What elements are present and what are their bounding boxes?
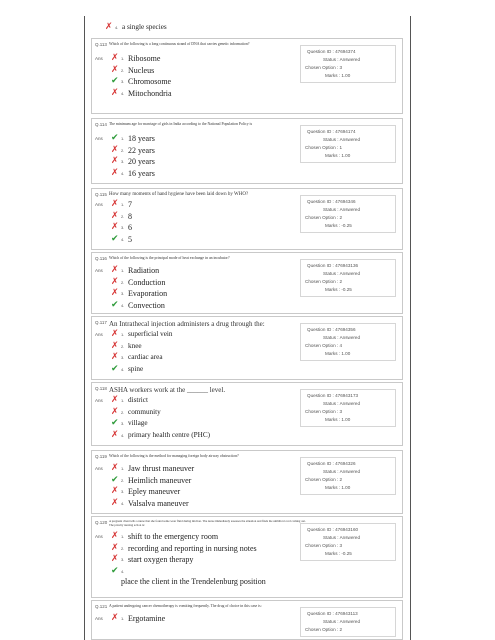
- question-id: Question ID : 47694313​6: [307, 263, 359, 268]
- cross-icon: ✗: [111, 329, 119, 340]
- marks-text: Marks : 1.00: [325, 153, 351, 158]
- option-number: 2.: [121, 343, 125, 349]
- top-fragment-option: [91, 20, 403, 34]
- option-number: 3.: [121, 421, 125, 427]
- question-number: Q.113: [95, 42, 107, 47]
- answer-label: Ans: [95, 616, 103, 622]
- question-number: Q.115: [95, 192, 107, 197]
- option-row: [95, 352, 173, 364]
- option-row: [95, 76, 172, 88]
- option-number: 3.: [121, 79, 125, 85]
- option-text: 18 years: [128, 134, 155, 144]
- option-number: 4.: [121, 568, 125, 574]
- option-number: 4.: [121, 366, 125, 372]
- options-list: [95, 463, 194, 509]
- question-text: A pregnant client tells a nurse that she found some wear fluid during miction. The nurse immediately assesses the situation and finds the umbilical cord coming out. The priority nursing action is:: [109, 519, 306, 527]
- question-text: A patient undergoing cancer chemotherapy is vomiting frequently. The drug of choice in this case is:: [109, 604, 262, 608]
- option-text: 8: [128, 211, 132, 221]
- option-row: [95, 300, 167, 312]
- cross-icon: ✗: [111, 463, 119, 474]
- answer-label: Ans: [95, 202, 103, 208]
- question-number: Q.114: [95, 122, 107, 127]
- question-card: [91, 516, 403, 598]
- option-text: recording and reporting in nursing notes: [128, 543, 257, 553]
- option-row: [95, 277, 167, 289]
- question-text: How many moments of hand hygiene have been laid down by WHO?: [109, 192, 249, 197]
- question-meta-panel: [300, 125, 396, 163]
- option-text: Conduction: [128, 277, 166, 287]
- question-number: Q.116: [95, 256, 107, 261]
- cross-icon: ✗: [111, 406, 119, 417]
- option-number: 3.: [121, 557, 125, 563]
- question-number: Q.119: [95, 454, 107, 459]
- option-text: 16 years: [128, 168, 155, 178]
- option-row: [95, 418, 210, 430]
- cross-icon: ✗: [111, 167, 119, 178]
- option-number: 2.: [121, 67, 125, 73]
- cross-icon: ✗: [111, 613, 119, 624]
- question-card: [91, 38, 403, 114]
- cross-icon: ✗: [111, 395, 119, 406]
- option-text: primary health centre (PHC): [128, 430, 211, 439]
- question-meta-panel: [300, 523, 396, 561]
- option-row: [95, 475, 194, 487]
- option-row: [95, 88, 172, 100]
- option-row: [95, 566, 266, 578]
- chosen-option: Chosen Option : 1: [305, 145, 343, 150]
- option-number: 2.: [121, 147, 125, 153]
- marks-text: Marks : 1.00: [325, 417, 351, 422]
- answer-label: Ans: [95, 332, 103, 338]
- status-text: Status : Answered: [323, 401, 361, 406]
- option-number: 3.: [121, 291, 125, 297]
- check-icon: ✔: [111, 233, 119, 244]
- cross-icon: ✗: [111, 429, 119, 440]
- answer-label: Ans: [95, 466, 103, 472]
- options-list: [95, 53, 172, 99]
- question-text: Which of the following is a long continuous strand of DNA that carries genetic information?: [109, 42, 250, 46]
- option-row: [95, 341, 173, 353]
- option-text: 6: [128, 223, 132, 233]
- options-list: [95, 613, 165, 625]
- option-row: [95, 156, 155, 168]
- option-number: 2.: [121, 213, 125, 219]
- status-text: Status : Answered: [323, 535, 361, 540]
- option-row: [95, 145, 155, 157]
- check-icon: ✔: [111, 76, 119, 87]
- option-text: 7: [128, 200, 132, 210]
- cross-icon: ✗: [105, 21, 113, 32]
- option-number: 1.: [121, 136, 125, 142]
- question-id: Question ID : 47694174: [307, 129, 356, 134]
- option-row: [95, 613, 165, 625]
- question-id: Question ID : 47694346: [307, 199, 356, 204]
- option-number: 4.: [121, 170, 125, 176]
- option-number: 3.: [121, 355, 125, 361]
- option-text: 22 years: [128, 145, 155, 155]
- option-text: Mitochondria: [128, 88, 172, 98]
- option-text: superficial vein: [128, 330, 173, 339]
- options-list: [95, 395, 210, 441]
- question-meta-panel: [300, 323, 396, 361]
- question-meta-panel: [300, 389, 396, 427]
- option-number: 1.: [121, 534, 125, 540]
- cross-icon: ✗: [111, 531, 119, 542]
- cross-icon: ✗: [111, 497, 119, 508]
- status-text: Status : Answered: [323, 207, 361, 212]
- answer-label: Ans: [95, 398, 103, 404]
- option-number: 1.: [121, 398, 125, 404]
- check-icon: ✔: [111, 474, 119, 485]
- cross-icon: ✗: [111, 210, 119, 221]
- answer-label: Ans: [95, 268, 103, 274]
- options-list: [95, 265, 167, 311]
- option-row: [95, 222, 132, 234]
- status-text: Status : Answered: [323, 469, 361, 474]
- option-row: [95, 430, 210, 442]
- question-card: [91, 118, 403, 184]
- option-number: 2.: [121, 477, 125, 483]
- option-row: [95, 265, 167, 277]
- status-text: Status : Answered: [323, 57, 361, 62]
- option-text: Ribosome: [128, 54, 161, 64]
- option-text: 20 years: [128, 157, 155, 167]
- option-row: [95, 407, 210, 419]
- chosen-option: Chosen Option : 2: [305, 477, 343, 482]
- chosen-option: Chosen Option : 3: [305, 543, 343, 548]
- question-meta-panel: [300, 45, 396, 83]
- check-icon: ✔: [111, 133, 119, 144]
- question-text: Which of the following is the method for managing foreign body airway obstruction?: [109, 454, 239, 458]
- option-row: [95, 543, 266, 555]
- cross-icon: ✗: [111, 542, 119, 553]
- cross-icon: ✗: [111, 222, 119, 233]
- option-row: [95, 364, 173, 376]
- option-number: 4.: [121, 500, 125, 506]
- chosen-option: Chosen Option : 3: [305, 65, 343, 70]
- options-list: [95, 133, 155, 179]
- option-text: district: [128, 396, 148, 405]
- question-number: Q.117: [95, 320, 107, 325]
- option-number: 1.: [121, 616, 125, 622]
- answer-label: Ans: [95, 136, 103, 142]
- options-list: [95, 531, 266, 586]
- option-text: start oxygen therapy: [128, 555, 194, 565]
- option-row: [95, 133, 155, 145]
- option-number: 1.: [121, 268, 125, 274]
- option-number: 4.: [121, 302, 125, 308]
- question-number: Q.118: [95, 386, 107, 391]
- marks-text: Marks : -0.25: [325, 223, 352, 228]
- question-id: Question ID : 47694356: [307, 327, 356, 332]
- question-meta-panel: [300, 195, 396, 233]
- answer-label: Ans: [95, 534, 103, 540]
- option-number: 2.: [121, 279, 125, 285]
- option-text: Epley maneuver: [128, 487, 181, 497]
- option-row: [95, 288, 167, 300]
- cross-icon: ✗: [111, 352, 119, 363]
- check-icon: ✔: [111, 418, 119, 429]
- check-icon: ✔: [111, 565, 119, 576]
- cross-icon: ✗: [111, 265, 119, 276]
- answer-label: Ans: [95, 56, 103, 62]
- question-number: Q.120: [95, 520, 108, 525]
- option-text: Jaw thrust maneuver: [128, 464, 195, 474]
- question-card: [91, 252, 403, 314]
- option-text: Nucleus: [128, 65, 155, 75]
- question-id: Question ID : 47694326: [307, 461, 356, 466]
- question-text: ASHA workers work at the ______ level.: [109, 386, 226, 394]
- option-text: Heimlich maneuver: [128, 475, 192, 485]
- option-text: community: [128, 407, 161, 416]
- question-card: [91, 316, 403, 380]
- option-number: 2.: [121, 409, 125, 415]
- option-row: [95, 199, 132, 211]
- cross-icon: ✗: [111, 288, 119, 299]
- options-list: [95, 329, 173, 375]
- question-card: [91, 450, 403, 514]
- question-id: Question ID : 47694316​0: [307, 527, 359, 532]
- option-text: Valsalva maneuver: [128, 498, 189, 508]
- chosen-option: Chosen Option : 2: [305, 627, 343, 632]
- status-text: Status : Answered: [323, 271, 361, 276]
- option-number: 1.: [121, 56, 125, 62]
- question-text: An Intrathecal injection administers a drug through the:: [109, 320, 265, 328]
- option-number: 1.: [121, 332, 125, 338]
- option-text: Evaporation: [128, 289, 168, 299]
- marks-text: Marks : -0.25: [325, 551, 352, 556]
- option-text: village: [128, 419, 148, 428]
- question-id: Question ID : 47694317​3: [307, 393, 359, 398]
- status-text: Status : Answered: [323, 619, 361, 624]
- option-row: [95, 53, 172, 65]
- marks-text: Marks : 1.00: [325, 73, 351, 78]
- option-row: [95, 463, 194, 475]
- check-icon: ✔: [111, 299, 119, 310]
- option-number: 2.: [121, 545, 125, 551]
- marks-text: Marks : 1.00: [325, 485, 351, 490]
- option-text: Ergotamine: [128, 614, 166, 624]
- options-list: [95, 199, 132, 245]
- option-row: [95, 498, 194, 510]
- option-text: spine: [128, 364, 144, 373]
- question-number: Q.121: [95, 604, 108, 609]
- option-row: [95, 531, 266, 543]
- status-text: Status : Answered: [323, 335, 361, 340]
- cross-icon: ✗: [111, 199, 119, 210]
- option-text: 5: [128, 234, 132, 244]
- question-meta-panel: [300, 259, 396, 297]
- response-sheet-page: [84, 16, 411, 640]
- chosen-option: Chosen Option : 2: [305, 215, 343, 220]
- option-row: [95, 234, 132, 246]
- cross-icon: ✗: [111, 144, 119, 155]
- marks-text: Marks : 1.00: [325, 351, 351, 356]
- option-number: 1.: [121, 202, 125, 208]
- option-number: 1.: [121, 466, 125, 472]
- option-text: Radiation: [128, 266, 160, 276]
- option-text: Convection: [128, 300, 165, 310]
- option-number: 3.: [121, 489, 125, 495]
- question-card: [91, 600, 403, 640]
- cross-icon: ✗: [111, 340, 119, 351]
- cross-icon: ✗: [111, 276, 119, 287]
- chosen-option: Chosen Option : 4: [305, 343, 343, 348]
- option-text: knee: [128, 341, 142, 350]
- marks-text: Marks : -0.25: [325, 287, 352, 292]
- option-row: [95, 65, 172, 77]
- cross-icon: ✗: [111, 486, 119, 497]
- option-number: 4.: [121, 236, 125, 242]
- option-row: [95, 486, 194, 498]
- status-text: Status : Answered: [323, 137, 361, 142]
- question-id: Question ID : 47694374: [307, 49, 356, 54]
- question-text: The minimum age for marriage of girls in India according to the National Population Policy is: [109, 122, 253, 126]
- option-number: 4.: [121, 90, 125, 96]
- option-number: 3.: [121, 159, 125, 165]
- option-text: a single species: [122, 22, 167, 31]
- option-text: shift to the emergency room: [128, 532, 219, 542]
- option-row: [95, 168, 155, 180]
- option-text: Chromosome: [128, 77, 172, 87]
- option-number: 4.: [121, 432, 125, 438]
- option-number: 3.: [121, 225, 125, 231]
- check-icon: ✔: [111, 363, 119, 374]
- cross-icon: ✗: [111, 554, 119, 565]
- question-card: [91, 188, 403, 250]
- cross-icon: ✗: [111, 156, 119, 167]
- question-id: Question ID : 47694311​3: [307, 611, 358, 616]
- question-text: Which of the following is the principal mode of heat exchange in an incubator?: [109, 256, 230, 260]
- option-row: [95, 554, 266, 566]
- chosen-option: Chosen Option : 2: [305, 279, 343, 284]
- option-number: 4.: [115, 24, 119, 30]
- option-row: [95, 395, 210, 407]
- option-row: [95, 211, 132, 223]
- chosen-option: Chosen Option : 3: [305, 409, 343, 414]
- cross-icon: ✗: [111, 87, 119, 98]
- cross-icon: ✗: [111, 64, 119, 75]
- option-text: cardiac area: [128, 353, 163, 362]
- question-card: [91, 382, 403, 446]
- option-row: [95, 329, 173, 341]
- cross-icon: ✗: [111, 53, 119, 64]
- option-text-continued: place the client in the Trendelenburg position: [121, 577, 266, 586]
- question-meta-panel: [300, 607, 396, 637]
- question-meta-panel: [300, 457, 396, 495]
